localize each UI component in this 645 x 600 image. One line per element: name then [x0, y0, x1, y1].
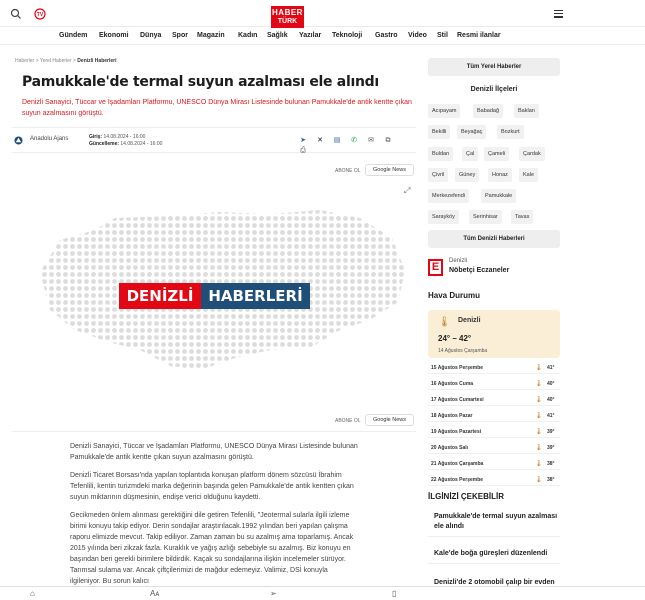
thermometer-icon: 🌡 [535, 365, 543, 371]
nav-item-ekonomi[interactable]: Ekonomi [99, 32, 129, 39]
svg-text:TV: TV [36, 12, 44, 18]
forecast-temp: 38° [547, 461, 555, 467]
forecast-row [428, 394, 560, 406]
x-twitter-icon[interactable]: ✕ [317, 137, 323, 144]
district-tag[interactable]: Sarayköy [428, 210, 459, 224]
breadcrumb-separator: > [72, 58, 76, 64]
weather-range: 24° – 42° [438, 334, 472, 343]
hamburger-icon[interactable] [554, 10, 563, 20]
forecast-temp: 39° [547, 429, 555, 435]
article-title: Pamukkale'de termal suyun azalması ele alındı [22, 74, 379, 90]
district-tag[interactable]: Güney [455, 168, 479, 182]
forecast-day: 21 Ağustos Çarşamba [431, 461, 484, 467]
follow-label: ABONE OL [335, 168, 361, 174]
thermometer-icon: 🌡 [535, 445, 543, 451]
forecast-temp: 40° [547, 397, 555, 403]
print-icon[interactable]: ⎙ [300, 147, 306, 154]
all-local-news-button[interactable]: Tüm Yerel Haberler [428, 58, 560, 76]
weather-title: Hava Durumu [428, 291, 481, 300]
related-news-item[interactable]: Pamukkale'de termal suyun azalması ele alındı [428, 512, 560, 537]
google-news-button[interactable]: Google News [365, 414, 414, 426]
forecast-row [428, 378, 560, 390]
district-tag[interactable]: Tavas [511, 210, 533, 224]
breadcrumb-local[interactable]: Yerel Haberler [39, 58, 72, 64]
nav-item-kadin[interactable]: Kadın [238, 32, 258, 39]
district-tag[interactable]: Honaz [488, 168, 512, 182]
forecast-row [428, 442, 560, 454]
share-icon[interactable]: ➢ [270, 589, 277, 598]
thermometer-icon: 🌡 [438, 317, 451, 328]
expand-icon[interactable]: ⤢ [404, 186, 411, 195]
related-news-item[interactable]: Denizli'de 2 otomobil çalıp bir evden [434, 579, 555, 586]
forecast-row [428, 410, 560, 422]
all-denizli-news-button[interactable]: Tüm Denizli Haberleri [428, 230, 560, 248]
forecast-temp: 41° [547, 413, 555, 419]
breadcrumb-separator: > [35, 58, 39, 64]
district-tag[interactable]: Serinhisar [469, 210, 502, 224]
forecast-temp: 40° [547, 381, 555, 387]
forecast-day: 22 Ağustos Perşembe [431, 477, 484, 483]
font-size-icon[interactable]: Aᴀ [150, 589, 160, 598]
article-paragraph: Denizli Sanayici, Tüccar ve İşadamları Platformu, UNESCO Dünya Mirası Listesinde bulunan Pamukkale'de antik kentte çıkan suyun azalmasını görüştü. [70, 443, 358, 461]
divider [12, 431, 416, 432]
district-tag[interactable]: Bozkurt [497, 125, 524, 139]
forecast-temp: 38° [547, 477, 555, 483]
nav-item-resmi-ilanlar[interactable]: Resmi ilanlar [457, 32, 501, 39]
nav-item-gastro[interactable]: Gastro [375, 32, 398, 39]
site-logo[interactable] [271, 6, 304, 28]
forecast-day: 18 Ağustos Pazar [431, 413, 473, 419]
copy-link-icon[interactable]: ⧉ [385, 137, 391, 144]
article-dates [89, 134, 162, 148]
forecast-row [428, 458, 560, 470]
nav-item-saglik[interactable]: Sağlık [267, 32, 288, 39]
update-label: Güncelleme: [89, 141, 120, 147]
email-icon[interactable]: ✉ [368, 137, 374, 144]
weather-card [428, 310, 560, 358]
update-date: 14.08.2024 - 16:00 [120, 141, 163, 147]
weather-city: Denizli [458, 317, 481, 324]
hero-banner [119, 283, 310, 309]
district-tag[interactable]: Baklan [514, 104, 539, 118]
article-meta [12, 127, 416, 153]
nav-item-teknoloji[interactable]: Teknoloji [332, 32, 363, 39]
related-news-item[interactable]: Kale'de boğa güreşleri düzenlendi [428, 549, 560, 564]
thermometer-icon: 🌡 [535, 461, 543, 467]
district-tag[interactable]: Kale [519, 168, 538, 182]
district-tag[interactable]: Acıpayam [428, 104, 460, 118]
district-tag[interactable]: Beyağaç [457, 125, 486, 139]
article-spot: Denizli Sanayici, Tüccar ve İşadamları Platformu, UNESCO Dünya Mirası Listesinde bulunan Pamukkale'de antik kentte çıkan suyun azalmasını görüştü. [22, 99, 412, 117]
entry-date: 14.08.2024 - 16:00 [103, 134, 146, 140]
interest-title: İLGİNİZİ ÇEKEBİLİR [428, 492, 504, 501]
district-tag[interactable]: Buldan [428, 147, 453, 161]
district-tag[interactable]: Çivril [428, 168, 448, 182]
bottom-toolbar [0, 586, 645, 600]
forecast-row [428, 426, 560, 438]
top-bar [0, 0, 645, 27]
home-icon[interactable]: ⌂ [30, 589, 35, 598]
nav-item-gundem[interactable]: Gündem [59, 32, 88, 39]
tv-icon[interactable] [34, 8, 46, 20]
thermometer-icon: 🌡 [535, 477, 543, 483]
pharmacy-link[interactable] [428, 258, 560, 278]
pharmacy-city: Denizli [449, 258, 468, 264]
breadcrumb [15, 58, 116, 64]
hero-banner-right: HABERLERİ [201, 283, 310, 309]
entry-label: Giriş: [89, 134, 103, 140]
forecast-day: 19 Ağustos Pazartesi [431, 429, 482, 435]
weather-today: 14 Ağustos Çarşamba [438, 348, 488, 354]
forecast-row [428, 474, 560, 486]
breadcrumb-current[interactable]: Denizli Haberleri [77, 58, 117, 64]
share-buttons [298, 136, 416, 156]
pharmacy-icon: E [428, 259, 443, 276]
main-nav [0, 29, 645, 45]
thermometer-icon: 🌡 [535, 429, 543, 435]
google-news-button[interactable]: Google News [365, 164, 414, 176]
district-tag[interactable]: Çameli [484, 147, 509, 161]
forecast-day: 20 Ağustos Salı [431, 445, 469, 451]
district-tag[interactable]: Babadağ [473, 104, 503, 118]
district-tag[interactable]: Merkezefendi [428, 189, 469, 203]
nav-item-spor[interactable]: Spor [172, 32, 188, 39]
district-tag[interactable]: Çal [462, 147, 478, 161]
forecast-row [428, 362, 560, 374]
article-paragraph: Denizli Ticaret Borsası'nda yapılan toplantıda konuşan platform dönem sözcüsü İbrahim Tefenlili, kentin turizmdeki marka değerinin başında gelen Pamukkale'de antik kentten çıkan suyun miktarının düşmesinin, endişe verici olduğunu kaydetti. [70, 472, 354, 501]
nav-item-magazin[interactable]: Magazin [197, 32, 225, 39]
agency-logo-icon [14, 136, 23, 145]
forecast-day: 16 Ağustos Cuma [431, 381, 474, 387]
districts-title: Denizli İlçeleri [470, 86, 518, 93]
forecast-temp: 39° [547, 445, 555, 451]
nav-item-stil[interactable]: Stil [437, 32, 448, 39]
linkedin-icon[interactable]: ▤ [333, 137, 341, 144]
whatsapp-icon[interactable]: ✆ [351, 137, 357, 144]
forecast-day: 15 Ağustos Perşembe [431, 365, 484, 371]
bookmark-icon[interactable]: ▯ [392, 589, 397, 598]
article-paragraph: Gecikmeden önlem alınması gerektiğini dile getiren Tefenlili, "Jeotermal sularla ilgili izleme birimi konuyu takip ediyor. Derin sondajlar araştırılacak.1992 yılından beri yapılan çalışma raporu elimizde mevcut. Takip ediliyor. Zaman zaman bu su azalmış ama toparlamış. Ancak 2015 yılında beri zikzak fazla. Kuraklık ve yağış azlığı sebebiyle su azalmış. Biz konuyu en başından beri gerekli birimlere bildirdik. Kaçak su sondajlarına ilişkin incelemeler sürüyor. Tarımsal sulama var. Ancak çiftçilerimizi de mağdur edemeyiz. Valimiz, DSİ konuyla ilgileniyor. Bu sorun kalıcı [70, 512, 354, 585]
forecast-temp: 41° [547, 365, 555, 371]
district-tag[interactable]: Bekilli [428, 125, 450, 139]
district-tag[interactable]: Çardak [519, 147, 545, 161]
follow-label: ABONE OL [335, 418, 361, 424]
logo-text-bottom: TÜRK [277, 18, 298, 25]
forecast-day: 17 Ağustos Cumartesi [431, 397, 484, 403]
thermometer-icon: 🌡 [535, 381, 543, 387]
nav-item-video[interactable]: Video [408, 32, 427, 39]
thermometer-icon: 🌡 [535, 413, 543, 419]
nav-item-dunya[interactable]: Dünya [140, 32, 162, 39]
pharmacy-title: Nöbetçi Eczaneler [449, 267, 510, 274]
hero-banner-left: DENİZLİ [119, 283, 201, 309]
logo-text-top: HABER [272, 8, 303, 17]
telegram-icon[interactable]: ➤ [300, 137, 306, 144]
article-source: Anadolu Ajans [30, 136, 69, 142]
district-tag[interactable]: Pamukkale [481, 189, 516, 203]
search-icon[interactable] [10, 8, 22, 20]
breadcrumb-home[interactable]: Haberler [15, 58, 35, 64]
thermometer-icon: 🌡 [535, 397, 543, 403]
nav-item-yazilar[interactable]: Yazılar [299, 32, 322, 39]
